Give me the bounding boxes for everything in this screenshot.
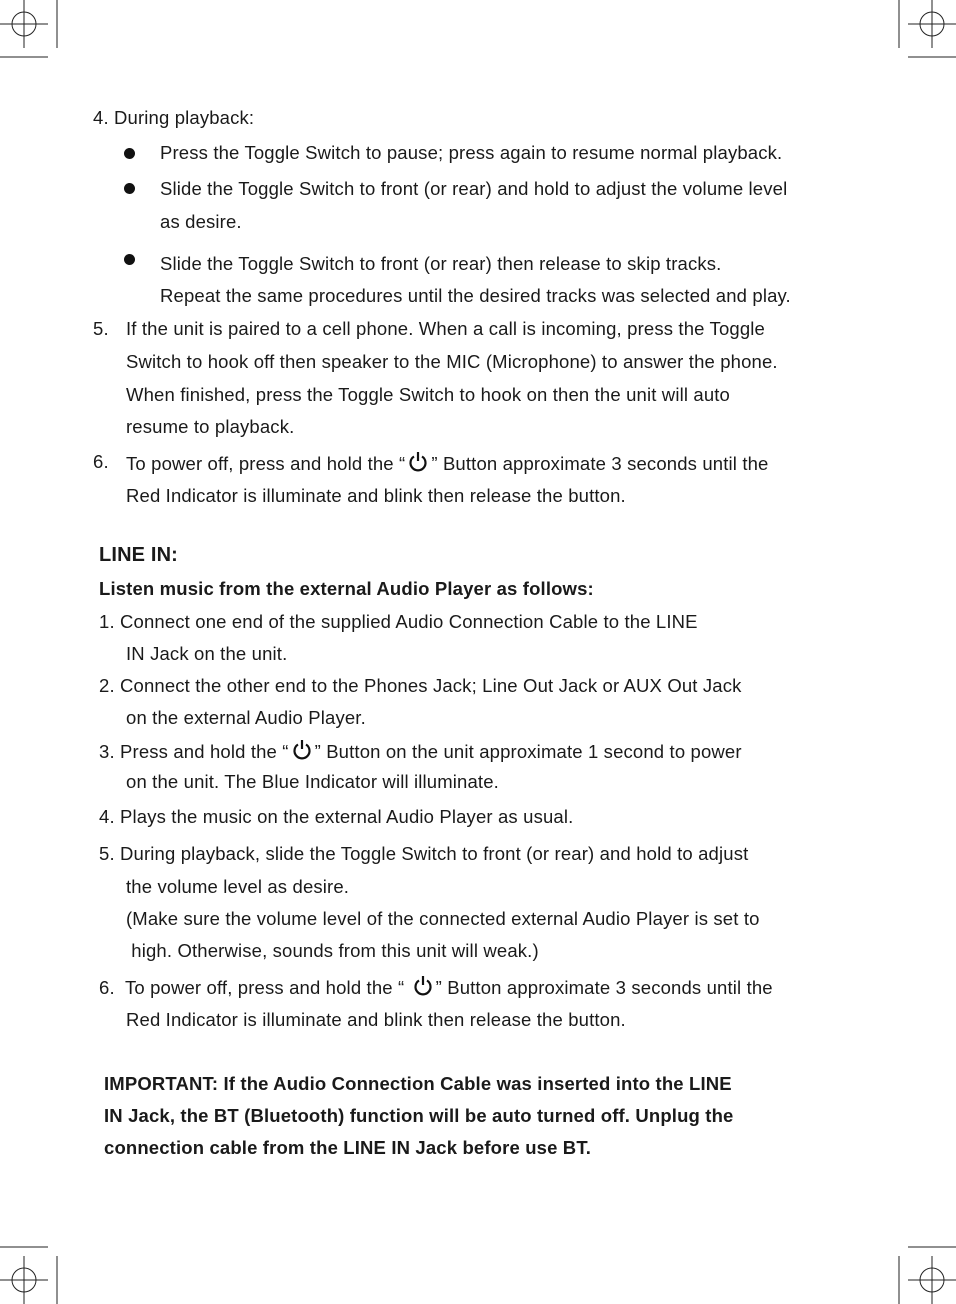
line-in-step-5d: high. Otherwise, sounds from this unit will weak.)	[126, 940, 539, 961]
bullet-dot-icon	[124, 183, 135, 194]
line-in-step-1b: IN Jack on the unit.	[126, 643, 288, 664]
important-line-1: IMPORTANT: If the Audio Connection Cable was inserted into the LINE	[104, 1073, 732, 1094]
line-in-step-4: 4. Plays the music on the external Audio Player as usual.	[99, 806, 574, 827]
important-line-3: connection cable from the LINE IN Jack before use BT.	[104, 1137, 592, 1158]
line-in-subtitle: Listen music from the external Audio Player as follows:	[99, 578, 594, 599]
phone-step-number: 5.	[93, 318, 109, 339]
playback-bullet-1: Press the Toggle Switch to pause; press again to resume normal playback.	[160, 142, 783, 163]
bullet-dot-icon	[124, 254, 135, 265]
registration-mark-icon-bottom-left	[0, 1244, 60, 1304]
registration-mark-icon-top-right	[896, 0, 956, 60]
registration-mark-icon-bottom-right	[896, 1244, 956, 1304]
line-in-step-5b: the volume level as desire.	[126, 876, 350, 897]
line-in-step-2b: on the external Audio Player.	[126, 707, 366, 728]
registration-mark-icon-top-left	[0, 0, 60, 60]
line-in-step-3-pre: 3. Press and hold the “	[99, 741, 289, 762]
playback-bullet-3-line-2: Repeat the same procedures until the desired tracks was selected and play.	[160, 285, 791, 306]
line-in-step-6a	[99, 975, 773, 999]
line-in-title: LINE IN:	[99, 544, 178, 566]
line-in-step-6b: Red Indicator is illuminate and blink then release the button.	[126, 1009, 626, 1030]
phone-line-3: When finished, press the Toggle Switch to hook on then the unit will auto	[126, 384, 730, 405]
power-icon	[292, 739, 312, 761]
line-in-step-5c: (Make sure the volume level of the connected external Audio Player is set to	[126, 908, 760, 929]
line-in-step-1a: 1. Connect one end of the supplied Audio Connection Cable to the LINE	[99, 611, 698, 632]
poweroff-line-1	[126, 451, 768, 475]
power-icon	[413, 975, 433, 997]
poweroff-text-pre: To power off, press and hold the “	[126, 453, 406, 474]
line-in-step-3-post: ” Button on the unit approximate 1 second to power	[314, 741, 742, 762]
line-in-step-3a	[99, 739, 742, 763]
important-line-2: IN Jack, the BT (Bluetooth) function will be auto turned off. Unplug the	[104, 1105, 734, 1126]
line-in-step-5a: 5. During playback, slide the Toggle Switch to front (or rear) and hold to adjust	[99, 843, 749, 864]
poweroff-text-post: ” Button approximate 3 seconds until the	[431, 453, 769, 474]
line-in-step-6-pre: 6. To power off, press and hold the “	[99, 977, 410, 998]
bullet-dot-icon	[124, 148, 135, 159]
playback-bullet-2-line-2: as desire.	[160, 211, 242, 232]
line-in-step-6-post: ” Button approximate 3 seconds until the	[435, 977, 773, 998]
power-icon	[408, 451, 428, 473]
poweroff-step-number: 6.	[93, 451, 109, 472]
phone-line-1: If the unit is paired to a cell phone. When a call is incoming, press the Toggle	[126, 318, 765, 339]
phone-line-4: resume to playback.	[126, 416, 295, 437]
line-in-step-2a: 2. Connect the other end to the Phones Jack; Line Out Jack or AUX Out Jack	[99, 675, 742, 696]
playback-bullet-3-line-1: Slide the Toggle Switch to front (or rear) then release to skip tracks.	[160, 253, 722, 274]
phone-line-2: Switch to hook off then speaker to the MIC (Microphone) to answer the phone.	[126, 351, 778, 372]
playback-bullet-2-line-1: Slide the Toggle Switch to front (or rear) and hold to adjust the volume level	[160, 178, 788, 199]
playback-heading: 4. During playback:	[93, 107, 255, 128]
poweroff-line-2: Red Indicator is illuminate and blink then release the button.	[126, 485, 626, 506]
line-in-step-3b: on the unit. The Blue Indicator will illuminate.	[126, 771, 499, 792]
